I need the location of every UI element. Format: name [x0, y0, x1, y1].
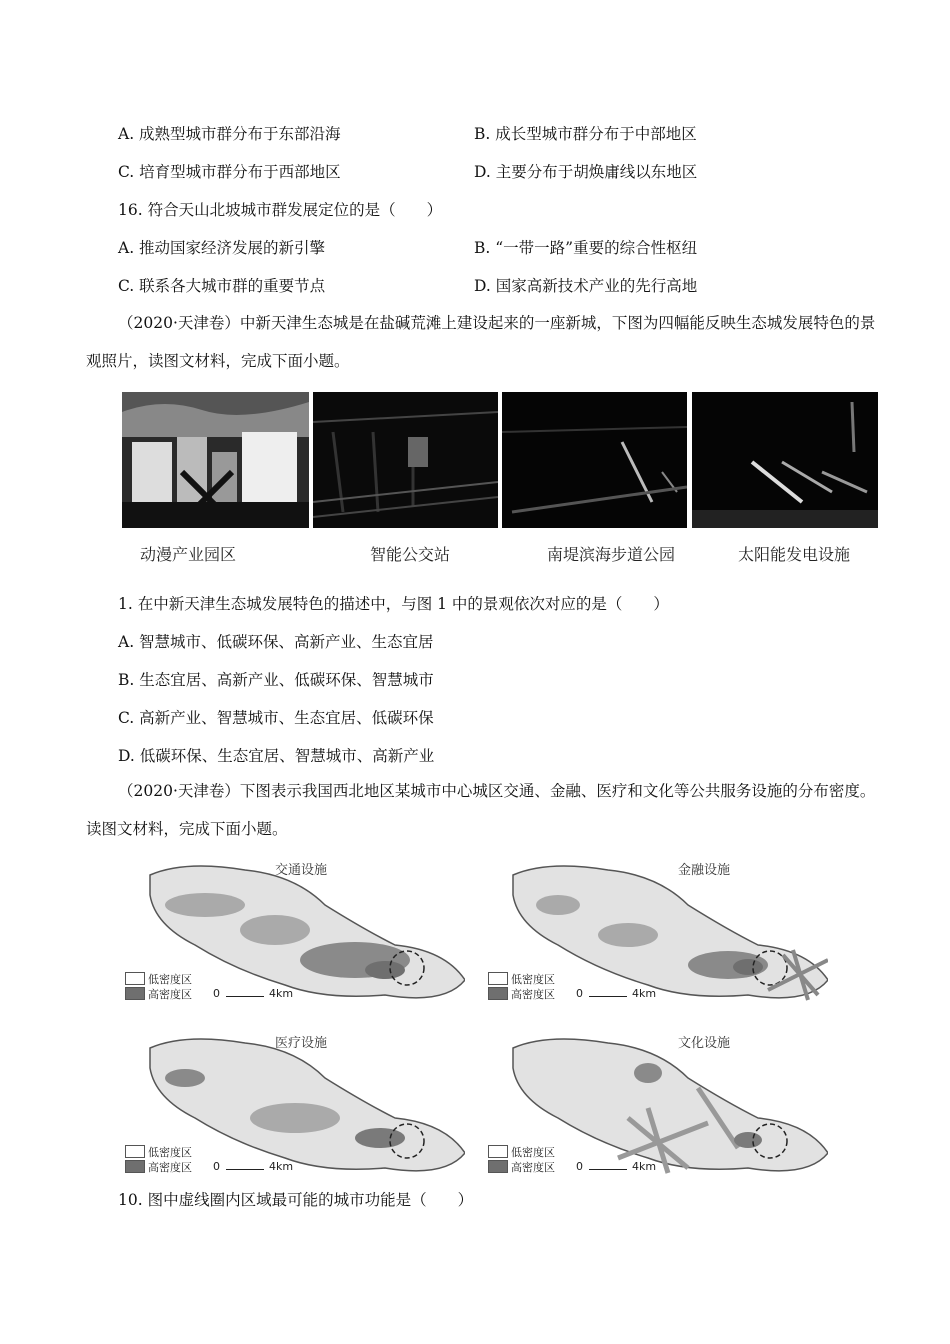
map-title-culture: 文化设施: [678, 1036, 731, 1051]
legend-high: 高密度区: [511, 987, 555, 1001]
scale-unit: 4km: [269, 987, 294, 1000]
map-legend: [125, 971, 192, 1001]
legend-low: 低密度区: [148, 1145, 192, 1159]
q1-option-b: B. 生态宜居、高新产业、低碳环保、智慧城市: [118, 671, 434, 689]
q10-stem: 10. 图中虚线圈内区域最可能的城市功能是（ ）: [118, 1191, 474, 1209]
caption-solar-facility: 太阳能发电设施: [738, 545, 851, 564]
photo-smart-bus-stop: [313, 392, 498, 528]
map-medical: [125, 1028, 465, 1188]
q16-option-c: C. 联系各大城市群的重要节点: [118, 277, 326, 295]
map-culture: [488, 1028, 828, 1188]
photo-seaside-park: [502, 392, 687, 528]
map-transport: [125, 855, 465, 1015]
legend-low: 低密度区: [511, 972, 555, 986]
scale-bar: [576, 1160, 656, 1173]
map-title-finance: 金融设施: [678, 863, 731, 878]
scale-unit: 4km: [632, 987, 657, 1000]
scale-unit: 4km: [269, 1160, 294, 1173]
map-finance: [488, 855, 828, 1015]
q16-stem: 16. 符合天山北坡城市群发展定位的是（ ）: [118, 201, 443, 219]
scale-bar: [576, 987, 656, 1000]
scale-bar: [213, 1160, 293, 1173]
q16-option-a: A. 推动国家经济发展的新引擎: [118, 239, 326, 257]
q1-option-d: D. 低碳环保、生态宜居、智慧城市、高新产业: [118, 747, 435, 765]
scale-zero: 0: [213, 1160, 220, 1173]
caption-animation-park: 动漫产业园区: [140, 545, 237, 564]
q15-option-d: D. 主要分布于胡焕庸线以东地区: [474, 163, 698, 181]
q15-option-b: B. 成长型城市群分布于中部地区: [474, 125, 697, 143]
caption-smart-bus-stop: 智能公交站: [370, 545, 451, 564]
scale-unit: 4km: [632, 1160, 657, 1173]
q15-option-c: C. 培育型城市群分布于西部地区: [118, 163, 341, 181]
passage-public-services: （2020·天津卷）下图表示我国西北地区某城市中心城区交通、金融、医疗和文化等公共服务设施的分布密度。读图文材料，完成下面小题。: [86, 782, 876, 838]
map-title-transport: 交通设施: [275, 863, 328, 878]
photo-animation-park: [122, 392, 309, 528]
q15-option-a: A. 成熟型城市群分布于东部沿海: [118, 125, 341, 143]
photo-solar-facility: [692, 392, 878, 528]
legend-high: 高密度区: [511, 1160, 555, 1174]
q16-option-b: B. “一带一路”重要的综合性枢纽: [474, 239, 698, 257]
map-title-medical: 医疗设施: [275, 1036, 328, 1051]
caption-seaside-park: 南堤滨海步道公园: [547, 545, 676, 564]
legend-high: 高密度区: [148, 987, 192, 1001]
scale-bar: [213, 987, 293, 1000]
legend-low: 低密度区: [511, 1145, 555, 1159]
q1-option-a: A. 智慧城市、低碳环保、高新产业、生态宜居: [118, 633, 434, 651]
scale-zero: 0: [213, 987, 220, 1000]
legend-high: 高密度区: [148, 1160, 192, 1174]
landscape-photos: [122, 392, 878, 528]
scale-zero: 0: [576, 987, 583, 1000]
passage-eco-city: （2020·天津卷）中新天津生态城是在盐碱荒滩上建设起来的一座新城，下图为四幅能反映生态城发展特色的景观照片，读图文材料，完成下面小题。: [86, 314, 876, 370]
q1-option-c: C. 高新产业、智慧城市、生态宜居、低碳环保: [118, 709, 434, 727]
q1-stem: 1. 在中新天津生态城发展特色的描述中，与图 1 中的景观依次对应的是（ ）: [118, 595, 669, 613]
legend-low: 低密度区: [148, 972, 192, 986]
scale-zero: 0: [576, 1160, 583, 1173]
q16-option-d: D. 国家高新技术产业的先行高地: [474, 277, 698, 295]
